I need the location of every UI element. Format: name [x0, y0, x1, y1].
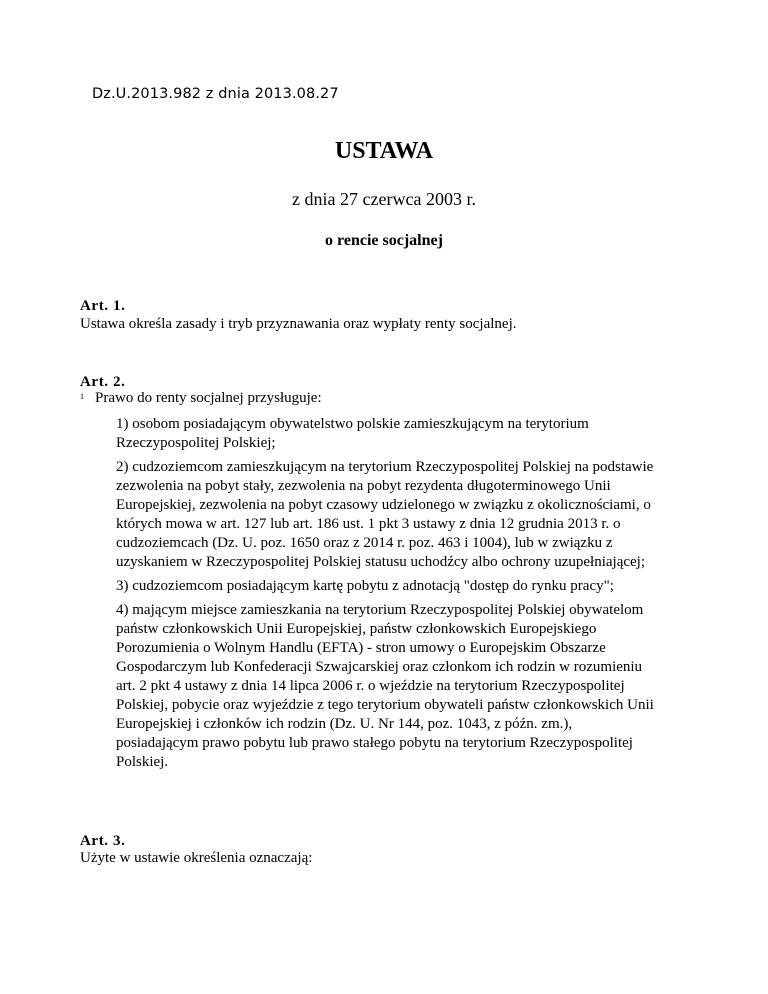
- document-title: USTAWA: [334, 138, 434, 164]
- article-3-text: Użyte w ustawie określenia oznaczają:: [80, 850, 313, 866]
- list-item: 3) cudzoziemcom posiadającym kartę pobytu z adnotacją "dostęp do rynku pracy";: [116, 578, 614, 594]
- document-subject: o rencie socjalnej: [325, 232, 443, 249]
- article-2-text: Prawo do renty socjalnej przysługuje:: [95, 390, 322, 406]
- list-item: 1) osobom posiadającym obywatelstwo polskie zamieszkującym na terytorium Rzeczypospolitej Polskiej;: [116, 416, 589, 451]
- footnote-marker: 1: [80, 392, 84, 401]
- article-2-heading: Art. 2.: [80, 374, 126, 390]
- journal-reference: Dz.U.2013.982 z dnia 2013.08.27: [92, 86, 339, 102]
- list-item: 4) mającym miejsce zamieszkania na terytorium Rzeczypospolitej Polskiej obywatelom państw członkowskich Unii Europejskiej, państw członkowskich Europejskiego Porozumienia o Wolnym Handlu (EFTA) - stron umowy o Europejskim Obszarze Gospodarczym lub Konfederacji Szwajcarskiej oraz członkom ich rodzin w rozumieniu art. 2 pkt 4 ustawy z dnia 14 lipca 2006 r. o wjeździe na terytorium Rzeczypospolitej Polskiej, pobycie oraz wyjeździe z tego terytorium obywateli państw członkowskich Unii Europejskiej i członków ich rodzin (Dz. U. Nr 144, poz. 1043, z późn. zm.), posiadającym prawo pobytu lub prawo stałego pobytu na terytorium Rzeczypospolitej Polskiej.: [116, 602, 654, 770]
- article-3-heading: Art. 3.: [80, 833, 126, 849]
- list-item: 2) cudzoziemcom zamieszkującym na terytorium Rzeczypospolitej Polskiej na podstawie zezwolenia na pobyt stały, zezwolenia na pobyt rezydenta długoterminowego Unii Europejskiej, zezwolenia na pobyt czasowy udzielonego w związku z okolicznościami, o których mowa w art. 127 lub art. 186 ust. 1 pkt 3 ustawy z dnia 12 grudnia 2013 r. o cudzoziemcach (Dz. U. poz. 1650 oraz z 2014 r. poz. 463 i 1004), lub w związku z uzyskaniem w Rzeczypospolitej Polskiej statusu uchodźcy albo ochrony uzupełniającej;: [116, 459, 654, 570]
- article-2-points: [116, 415, 656, 777]
- document-date: z dnia 27 czerwca 2003 r.: [292, 189, 476, 209]
- article-1-heading: Art. 1.: [80, 298, 126, 314]
- article-1-text: Ustawa określa zasady i tryb przyznawania oraz wypłaty renty socjalnej.: [80, 316, 517, 332]
